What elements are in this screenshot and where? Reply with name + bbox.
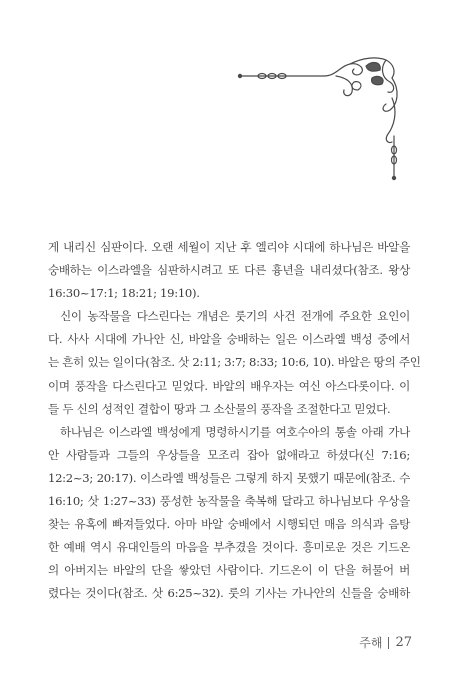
text-line: 한 예배 역시 유대인들의 마음을 부추겼을 것이다. 흥미로운 것은 기드온	[48, 540, 410, 555]
paragraph	[48, 421, 410, 606]
text-line: 16:30~17:1; 18:21; 19:10).	[48, 286, 200, 301]
paragraph	[48, 305, 421, 420]
page-number: 27	[395, 635, 412, 650]
page-footer	[359, 634, 412, 651]
body-text	[48, 236, 421, 606]
paragraph	[48, 236, 410, 305]
text-line: 16:10; 삿 1:27~33) 풍성한 농작물을 축복해 달라고 하나님보다 우상을	[48, 494, 410, 509]
text-line: 의 아버지는 바알의 단을 쌓았던 사람이다. 기드온이 이 단을 허물어 버	[48, 563, 410, 578]
text-line: 신이 농작물을 다스린다는 개념은 룻기의 사건 전개에 주요한 요인이	[60, 309, 410, 324]
text-line: 숭배하는 이스라엘을 심판하시려고 또 다른 흉년을 내리셨다(참조. 왕상	[48, 263, 410, 278]
text-line: 렸다는 것이다(참조. 삿 6:25~32). 룻의 기사는 가나안의 신들을 숭배하	[48, 586, 410, 601]
corner-flourish-ornament	[236, 52, 406, 182]
text-line: 게 내리신 심판이다. 오랜 세월이 지난 후 엘리야 시대에 하나님은 바알을	[48, 240, 410, 254]
running-footer-section: 주해	[359, 636, 383, 650]
text-line: 찾는 유혹에 빠져들었다. 아마 바알 숭배에서 시행되던 매음 의식과 음탕	[48, 517, 410, 532]
text-line: 하나님은 이스라엘 백성에게 명령하시기를 여호수아의 통솔 아래 가나	[60, 424, 410, 439]
text-line: 다. 사사 시대에 가나안 신, 바알을 숭배하는 일은 이스라엘 백성 중에서	[48, 332, 410, 347]
text-line: 안 사람들과 그들의 우상들을 모조리 잡아 없애라고 하셨다(신 7:16;	[48, 447, 410, 462]
text-line: 는 흔히 있는 일이다(참조. 삿 2:11; 3:7; 8:33; 10:6, 10). 바알은 땅의 주인	[48, 355, 421, 370]
text-line: 12:2~3; 20:17). 이스라엘 백성들은 그렇게 하지 못했기 때문에(참조. 수	[48, 470, 410, 485]
text-line: 들 두 신의 성적인 결합이 땅과 그 소산물의 풍작을 조절한다고 믿었다.	[48, 401, 391, 416]
footer-divider	[388, 637, 389, 649]
text-line: 이며 풍작을 다스린다고 믿었다. 바알의 배우자는 여신 아스다롯이다. 이	[48, 378, 410, 393]
